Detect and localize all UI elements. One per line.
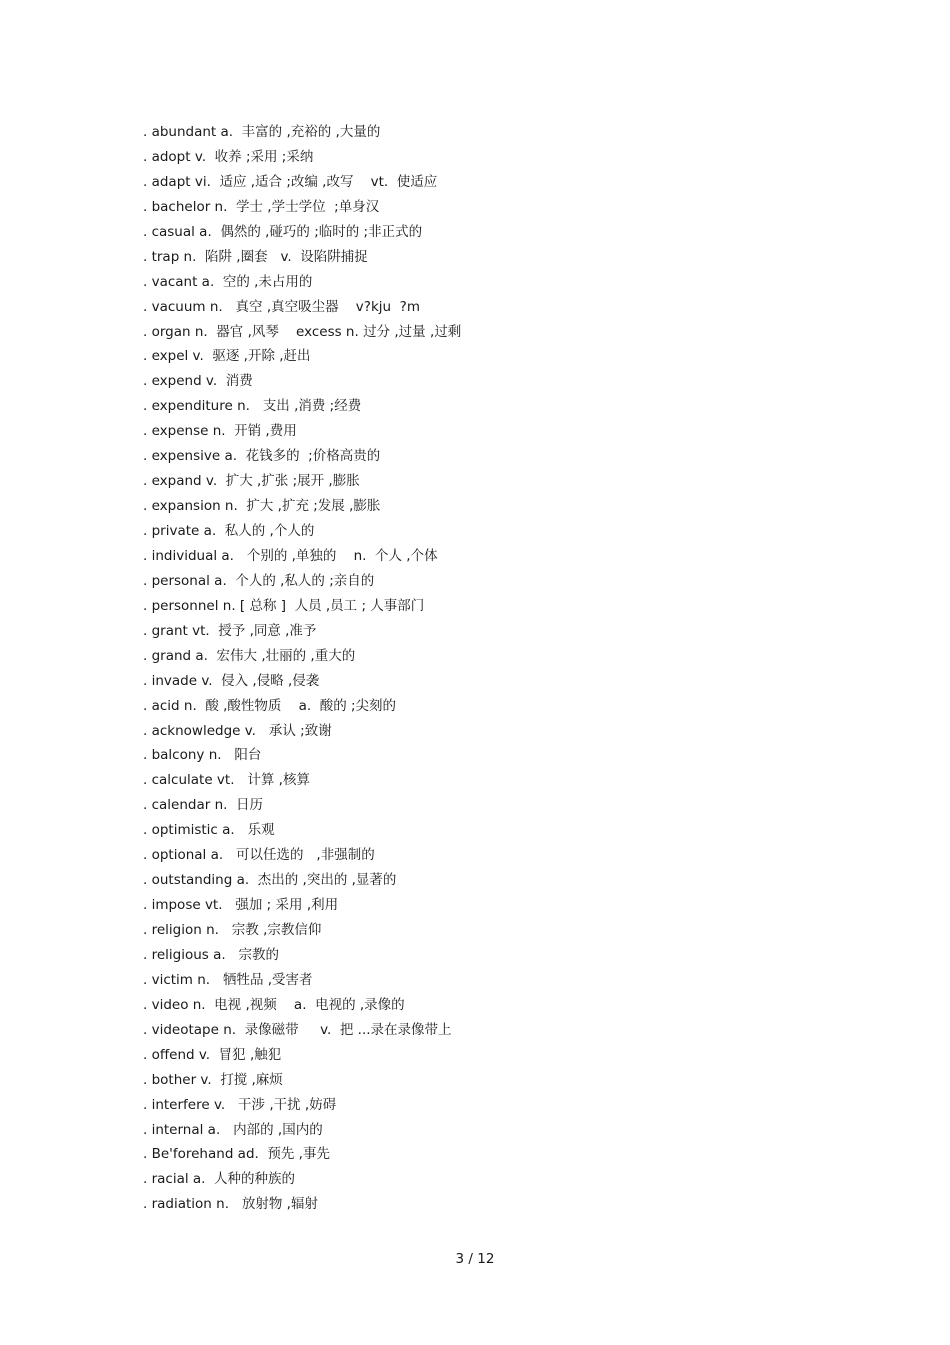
- vocabulary-entry: . vacuum n. 真空 ,真空吸尘器 v?kju ?m: [143, 298, 420, 315]
- vocabulary-entry: . racial a. 人种的种族的: [143, 1171, 296, 1188]
- vocabulary-entry: . acid n. 酸 ,酸性物质 a. 酸的 ;尖刻的: [143, 697, 397, 714]
- vocabulary-entry: . individual a. 个别的 ,单独的 n. 个人 ,个体: [143, 547, 438, 564]
- vocabulary-entry: . videotape n. 录像磁带 v. 把 ...录在录像带上: [143, 1021, 452, 1038]
- vocabulary-entry: . invade v. 侵入 ,侵略 ,侵袭: [143, 672, 320, 689]
- vocabulary-entry: . video n. 电视 ,视频 a. 电视的 ,录像的: [143, 996, 405, 1013]
- vocabulary-entry: . Be'forehand ad. 预先 ,事先: [143, 1146, 330, 1163]
- vocabulary-entry: . organ n. 器官 ,风琴 excess n. 过分 ,过量 ,过剩: [143, 323, 462, 340]
- vocabulary-entry: . outstanding a. 杰出的 ,突出的 ,显著的: [143, 872, 397, 889]
- vocabulary-entry: . calculate vt. 计算 ,核算: [143, 772, 310, 789]
- vocabulary-entry: . vacant a. 空的 ,未占用的: [143, 273, 313, 290]
- vocabulary-list: [143, 120, 461, 1217]
- vocabulary-entry: . private a. 私人的 ,个人的: [143, 523, 315, 539]
- vocabulary-entry: . personnel n. [ 总称 ] 人员 ,员工 ; 人事部门: [143, 597, 425, 614]
- vocabulary-entry: . personal a. 个人的 ,私人的 ;亲自的: [143, 572, 375, 589]
- vocabulary-entry: . religion n. 宗教 ,宗教信仰: [143, 922, 322, 938]
- vocabulary-entry: . victim n. 牺牲品 ,受害者: [143, 971, 313, 988]
- vocabulary-entry: . radiation n. 放射物 ,辐射: [143, 1196, 318, 1213]
- vocabulary-entry: . expand v. 扩大 ,扩张 ;展开 ,膨胀: [143, 473, 360, 490]
- vocabulary-entry: . casual a. 偶然的 ,碰巧的 ;临时的 ;非正式的: [143, 223, 423, 240]
- vocabulary-entry: . offend v. 冒犯 ,触犯: [143, 1046, 282, 1063]
- vocabulary-entry: . interfere v. 干涉 ,干扰 ,妨碍: [143, 1096, 337, 1113]
- vocabulary-entry: . optional a. 可以任选的 ,非强制的: [143, 847, 375, 864]
- vocabulary-entry: . calendar n. 日历: [143, 797, 264, 814]
- vocabulary-entry: . balcony n. 阳台: [143, 747, 262, 764]
- vocabulary-entry: . grand a. 宏伟大 ,壮丽的 ,重大的: [143, 647, 356, 664]
- vocabulary-entry: . bother v. 打搅 ,麻烦: [143, 1071, 283, 1088]
- vocabulary-entry: . bachelor n. 学士 ,学士学位 ;单身汉: [143, 198, 380, 215]
- vocabulary-entry: . acknowledge v. 承认 ;致谢: [143, 722, 332, 739]
- vocabulary-entry: . optimistic a. 乐观: [143, 822, 275, 839]
- vocabulary-entry: . expenditure n. 支出 ,消费 ;经费: [143, 398, 362, 415]
- vocabulary-entry: . expel v. 驱逐 ,开除 ,赶出: [143, 348, 311, 365]
- vocabulary-entry: . expensive a. 花钱多的 ;价格高贵的: [143, 448, 381, 465]
- vocabulary-entry: . trap n. 陷阱 ,圈套 v. 设陷阱捕捉: [143, 248, 368, 265]
- vocabulary-entry: . religious a. 宗教的: [143, 946, 280, 963]
- vocabulary-entry: . expend v. 消费: [143, 373, 253, 390]
- page-number: 3 / 12: [455, 1251, 495, 1267]
- vocabulary-entry: . adopt v. 收养 ;采用 ;采纳: [143, 148, 314, 165]
- vocabulary-entry: . expense n. 开销 ,费用: [143, 423, 297, 440]
- vocabulary-entry: . expansion n. 扩大 ,扩充 ;发展 ,膨胀: [143, 498, 381, 515]
- vocabulary-entry: . internal a. 内部的 ,国内的: [143, 1121, 323, 1138]
- vocabulary-entry: . grant vt. 授予 ,同意 ,准予: [143, 622, 317, 639]
- vocabulary-entry: . adapt vi. 适应 ,适合 ;改编 ,改写 vt. 使适应: [143, 173, 438, 190]
- vocabulary-entry: . impose vt. 强加 ; 采用 ,利用: [143, 897, 339, 914]
- vocabulary-entry: . abundant a. 丰富的 ,充裕的 ,大量的: [143, 124, 381, 140]
